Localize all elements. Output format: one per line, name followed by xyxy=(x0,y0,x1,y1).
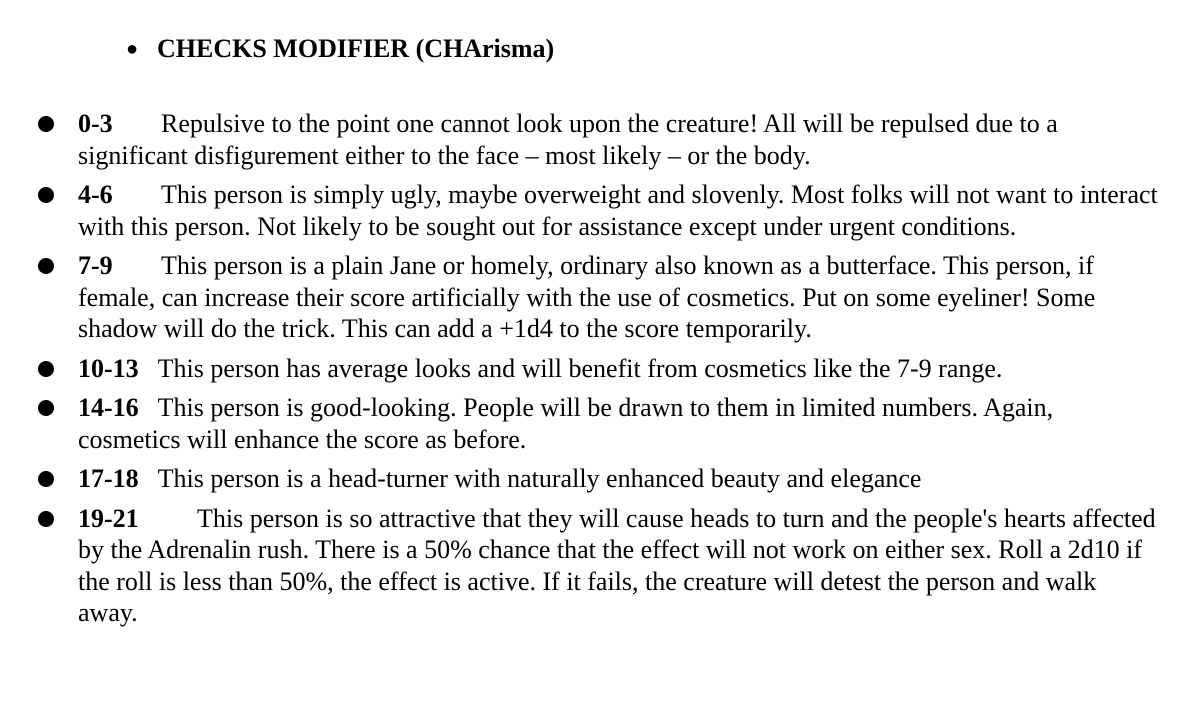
bullet-icon xyxy=(38,511,54,527)
heading-bullet: ● xyxy=(126,38,139,60)
score-range: 7-9 xyxy=(78,251,113,280)
bullet-icon xyxy=(38,361,54,377)
list-item xyxy=(0,503,1202,629)
item-description: This person is simply ugly, maybe overweight and slovenly. Most folks will not want to interact with this person. Not likely to be sought out for assistance except under urgent conditions. xyxy=(78,180,1158,241)
score-range: 19-21 xyxy=(78,503,139,533)
bullet-icon xyxy=(38,187,54,203)
score-range: 0-3 xyxy=(78,109,113,138)
score-range: 10-13 xyxy=(78,353,139,383)
item-description: Repulsive to the point one cannot look upon the creature! All will be repulsed due to a significant disfigurement either to the face – most likely – or the body. xyxy=(78,109,1058,170)
score-range: 4-6 xyxy=(78,180,113,209)
item-description: This person is a plain Jane or homely, ordinary also known as a butterface. This person, if female, can increase their score artificially with the use of cosmetics. Put on some eyeliner! Some shadow will do the trick. This can add a +1d4 to the score temporarily. xyxy=(78,251,1096,343)
list-item xyxy=(0,463,1202,495)
bullet-icon xyxy=(38,258,54,274)
item-description: This person is a head-turner with naturally enhanced beauty and elegance xyxy=(157,464,922,493)
score-range: 17-18 xyxy=(78,464,139,493)
score-range: 14-16 xyxy=(78,393,139,422)
list-item xyxy=(0,250,1202,345)
item-description: This person has average looks and will benefit from cosmetics like the 7-9 range. xyxy=(157,353,1003,383)
bullet-icon xyxy=(38,400,54,416)
item-description: This person is good-looking. People will be drawn to them in limited numbers. Again, cosmetics will enhance the score as before. xyxy=(78,393,1054,454)
section-heading xyxy=(126,32,554,66)
item-description: This person is so attractive that they will cause heads to turn and the people's hearts affected by the Adrenalin rush. There is a 50% chance that the effect will not work on either sex. Roll a 2d10 if the roll is less than 50%, the effect is active. If it fails, the creature will detest the person and walk away. xyxy=(78,503,1156,627)
list-item xyxy=(0,392,1202,455)
bullet-icon xyxy=(38,116,54,132)
list-item xyxy=(0,353,1202,385)
bullet-icon xyxy=(38,471,54,487)
list-item xyxy=(0,108,1202,171)
list-item xyxy=(0,179,1202,242)
charisma-modifier-list xyxy=(0,108,1202,637)
heading-text: CHECKS MODIFIER (CHArisma) xyxy=(157,34,555,63)
